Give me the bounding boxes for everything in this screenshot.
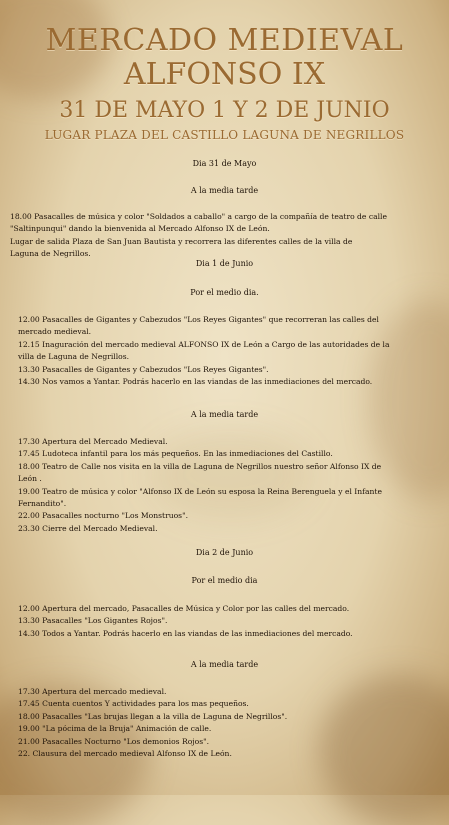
schedule-line: 18.00 Pasacalles de música y color "Soldados a caballo" a cargo de la compañía de teatro de calle — [10, 212, 387, 221]
schedule-line: León . — [18, 474, 42, 484]
schedule-line: 17.30 Apertura del mercado medieval. — [18, 687, 167, 696]
schedule-line: 18.00 Pasacalles "Las brujas llegan a la villa de Laguna de Negrillos". — [18, 711, 288, 721]
day2-afternoon-schedule — [18, 436, 443, 535]
schedule-line: Laguna de Negrillos. — [10, 249, 91, 259]
event-location: LUGAR PLAZA DEL CASTILLO LAGUNA DE NEGRILLOS — [44, 128, 405, 142]
schedule-line: 19.00 "La pócima de la Bruja" Animación de calle. — [18, 724, 212, 734]
schedule-line: Fernandito". — [18, 499, 67, 509]
day3-midday-schedule — [18, 603, 443, 640]
schedule-line: 14.30 Todos a Yantar. Podrás hacerlo en las viandas de las inmediaciones del mercado. — [18, 628, 353, 638]
schedule-line: 17.45 Ludoteca infantil para los más pequeños. En las inmediaciones del Castillo. — [18, 449, 333, 459]
day2-midday-heading: Por el medio dia. — [190, 288, 259, 297]
schedule-line: 18.00 Teatro de Calle nos visita en la villa de Laguna de Negrillos nuestro señor Alfonso IX de — [18, 461, 382, 471]
day2-title: Dia 1 de Junio — [195, 259, 254, 268]
schedule-line: 21.00 Pasacalles Nocturno "Los demonios Rojos". — [18, 736, 210, 746]
schedule-line: 13.30 Pasacalles "Los Gigantes Rojos". — [18, 616, 168, 626]
schedule-line: villa de Laguna de Negrillos. — [18, 352, 130, 362]
schedule-line: 22.00 Pasacalles nocturno "Los Monstruos". — [18, 511, 188, 521]
schedule-line: 17.45 Cuenta cuentos Y actividades para los mas pequeños. — [18, 699, 249, 709]
schedule-line: 22. Clausura del mercado medieval Alfonso IX de León. — [18, 749, 232, 759]
poster-title-line2: ALFONSO IX — [123, 57, 326, 92]
schedule-line: 12.00 Apertura del mercado, Pasacalles de Música y Color por las calles del mercado. — [18, 604, 350, 613]
day1-schedule — [10, 211, 442, 261]
schedule-line: "Saltinpunqui" dando la bienvenida al Mercado Alfonso IX de León. — [10, 224, 270, 234]
day1-afternoon-heading: A la media tarde — [190, 186, 259, 195]
schedule-line: mercado medieval. — [18, 327, 92, 337]
schedule-line: 12.00 Pasacalles de Gigantes y Cabezudos "Los Reyes Gigantes" que recorreran las calles del — [18, 315, 379, 324]
day2-afternoon-heading: A la media tarde — [190, 410, 259, 419]
schedule-line: 14.30 Nos vamos a Yantar. Podrás hacerlo en las viandas de las inmediaciones del mercado. — [18, 377, 373, 387]
day3-afternoon-heading: A la media tarde — [190, 660, 259, 669]
day3-title: Dia 2 de Junio — [195, 548, 254, 557]
schedule-line: 19.00 Teatro de música y color "Alfonso IX de León su esposa la Reina Berenguela y el Infante — [18, 486, 382, 496]
schedule-line: Lugar de salida Plaza de San Juan Bautista y recorrera las diferentes calles de la villa de — [10, 236, 353, 246]
event-dates: 31 DE MAYO 1 Y 2 DE JUNIO — [59, 98, 390, 123]
schedule-line: 13.30 Pasacalles de Gigantes y Cabezudos "Los Reyes Gigantes". — [18, 364, 269, 374]
poster-title-line1: MERCADO MEDIEVAL — [45, 23, 404, 58]
day1-title: Dia 31 de Mayo — [192, 159, 257, 168]
day3-afternoon-schedule — [18, 686, 443, 760]
day3-midday-heading: Por el medio dia — [191, 576, 258, 585]
day2-midday-schedule — [18, 314, 443, 388]
schedule-line: 17.30 Apertura del Mercado Medieval. — [18, 437, 168, 446]
schedule-line: 12.15 Inaguración del mercado medieval ALFONSO IX de León a Cargo de las autoridades de la — [18, 339, 390, 349]
schedule-line: 23.30 Cierre del Mercado Medieval. — [18, 523, 158, 533]
